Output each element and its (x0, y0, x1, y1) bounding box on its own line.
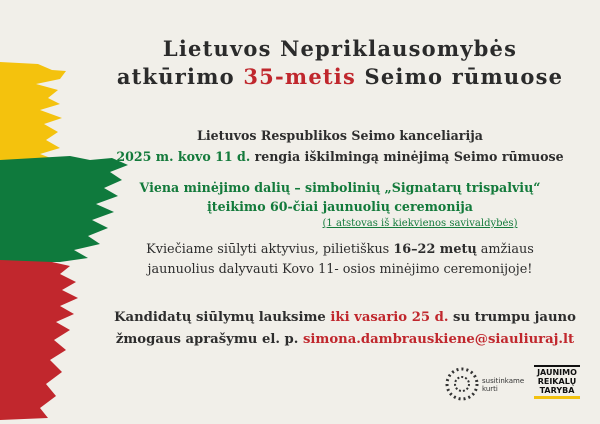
invite-line2: jaunuolius dalyvauti Kovo 11- osios minėjimo ceremonijoje! (147, 262, 533, 277)
district-logo-text: susitinkame kurti (482, 377, 525, 393)
poster-title-line1: Lietuvos Nepriklausomybės (162, 36, 518, 61)
contact-email[interactable]: simona.dambrauskiene@siauliuraj.lt (302, 332, 575, 347)
event-date-line: 2025 m. kovo 11 d. rengia iškilmingą minėjimą Seimo rūmuose (116, 149, 564, 164)
deadline-line1: Kandidatų siūlymų lauksime iki vasario 25 d. su trumpu jauno (114, 310, 576, 325)
age-range: 16–22 metų (393, 242, 477, 257)
event-date: 2025 m. kovo 11 d. (116, 149, 251, 164)
invite-line1: Kviečiame siūlyti aktyvius, pilietiškus 16–22 metų amžiaus (146, 242, 534, 257)
youth-council-logo: JAUNIMO REIKALŲ TARYBA (534, 364, 580, 408)
district-logo-mark (444, 366, 480, 402)
ceremony-line1: Viena minėjimo dalių – simbolinių „Signatarų trispalvių“ (139, 180, 541, 195)
poster-title-line2: atkūrimo 35-metis Seimo rūmuose (116, 64, 564, 89)
ceremony-note: (1 atstovas iš kiekvienos savivaldybės) (322, 218, 518, 229)
anniversary-highlight: 35-metis (243, 64, 356, 89)
ceremony-line2: įteikimo 60-čiai jaunuolių ceremonija (207, 199, 473, 214)
deadline-date: iki vasario 25 d. (330, 310, 449, 325)
deadline-line2: žmogaus aprašymu el. p. simona.dambrauskiene@siauliuraj.lt (115, 332, 575, 347)
organizer-line: Lietuvos Respublikos Seimo kanceliarija (197, 128, 483, 143)
